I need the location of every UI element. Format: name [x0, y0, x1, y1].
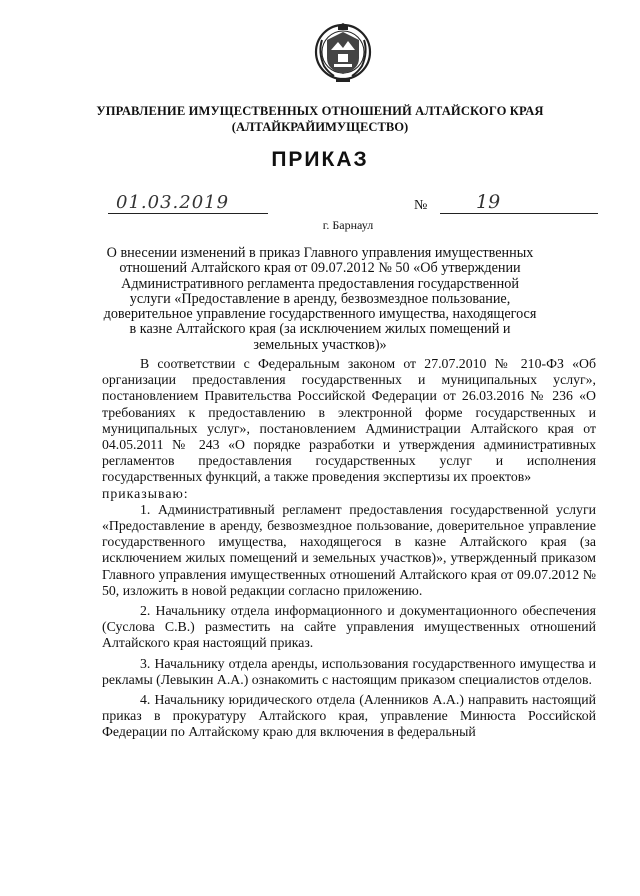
preamble-paragraph: В соответствии с Федеральным законом от 27.07.2010 № 210-ФЗ «Об организации предоставления государственных и муниципальных услуг», постановлением Правительства Российской Федерации от 26.03.2016 № 236 «О требованиях к предоставлению в электронной форме государственных и муниципальных услуг», постановлением Администрации Алтайского края от 04.05.2011 № 243 «О порядке разработки и утверждения административных регламентов предоставления государственных услуг и исполнения государственных функций, а также проведения экспертизы их проектов» — [102, 356, 596, 485]
document-number: 19 — [476, 191, 501, 213]
number-underline — [440, 213, 598, 214]
document-body — [102, 356, 596, 741]
document-date: 01.03.2019 — [116, 192, 230, 213]
city-name: г. Барнаул — [322, 218, 374, 232]
altai-coat-of-arms-icon — [314, 22, 372, 86]
document-title: ПРИКАЗ — [271, 148, 369, 171]
organization-short-name: (АЛТАЙКРАЙИМУЩЕСТВО) — [231, 120, 409, 134]
number-sign: № — [414, 198, 428, 213]
order-item-1: 1. Административный регламент предоставления государственной услуги «Предоставление в аренду, безвозмездное пользование, доверительное управление государственного имущества, находящегося в казне Алтайского края (за исключением жилых помещений и земельных участков)», утвержденный приказом Главного управления имущественных отношений Алтайского края от 09.07.2012 № 50, изложить в новой редакции согласно приложению. — [102, 501, 596, 598]
date-underline — [108, 213, 268, 214]
order-item-4: 4. Начальнику юридического отдела (Аленников А.А.) направить настоящий приказ в прокуратуру Алтайского края, управление Минюста Российской Федерации по Алтайскому краю для включения в федеральный — [102, 692, 596, 740]
order-word: приказываю: — [102, 485, 189, 501]
order-item-3: 3. Начальнику отдела аренды, использования государственного имущества и рекламы (Левыкин А.А.) ознакомить с настоящим приказом специалистов отделов. — [102, 655, 596, 687]
order-item-2: 2. Начальнику отдела информационного и документационного обеспечения (Суслова С.В.) разместить на сайте управления имущественных отношений Алтайского края настоящий приказ. — [102, 603, 596, 651]
document-subject: О внесении изменений в приказ Главного управления имущественных отношений Алтайского края от 09.07.2012 № 50 «Об утверждении Административного регламента предоставления государственной услуги «Предоставление в аренду, безвозмездное пользование, доверительное управление государственного имущества, находящегося в казне Алтайского края (за исключением жилых помещений и земельных участков)» — [103, 245, 537, 353]
organization-name: УПРАВЛЕНИЕ ИМУЩЕСТВЕННЫХ ОТНОШЕНИЙ АЛТАЙСКОГО КРАЯ — [96, 104, 544, 118]
